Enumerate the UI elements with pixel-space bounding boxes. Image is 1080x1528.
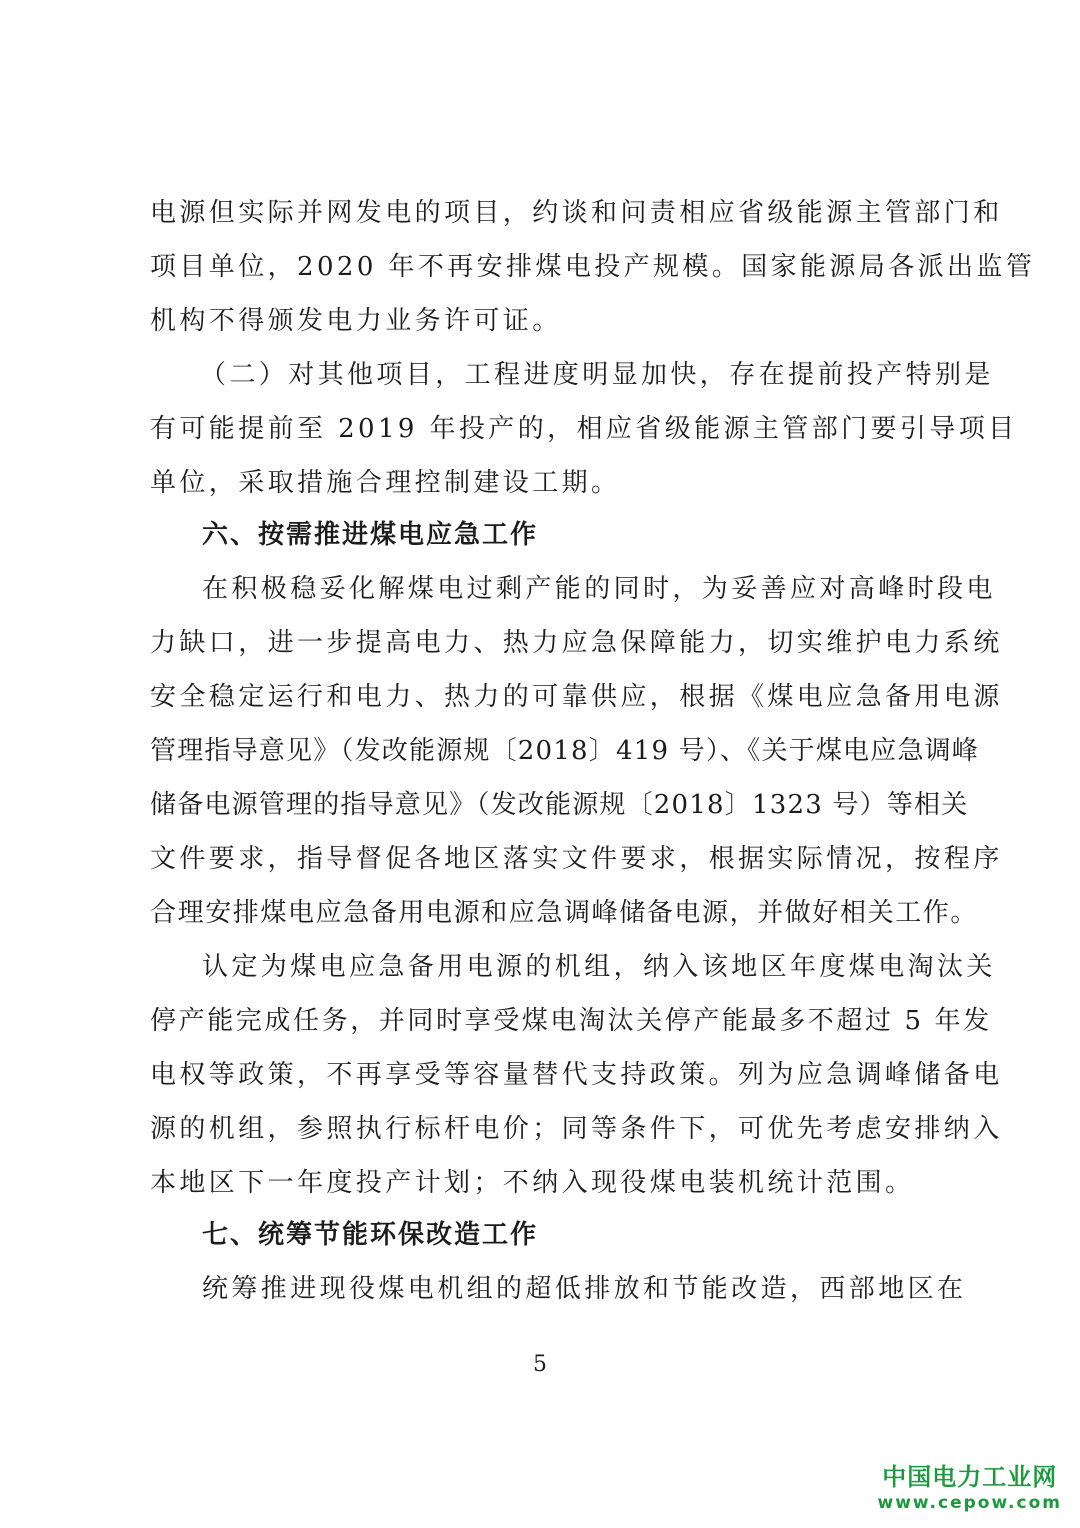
text-line: 储备电源管理的指导意见》（发改能源规〔2018〕1323 号）等相关 <box>150 790 969 820</box>
text-line: 在积极稳妥化解煤电过剩产能的同时，为妥善应对高峰时段电 <box>202 574 996 604</box>
text-line: 管理指导意见》（发改能源规〔2018〕419 号）、《关于煤电应急调峰 <box>150 736 980 766</box>
text-line: 源的机组，参照执行标杆电价；同等条件下，可优先考虑安排纳入 <box>150 1114 1003 1144</box>
text-line: 文件要求，指导督促各地区落实文件要求，根据实际情况，按程序 <box>150 844 1003 874</box>
text-line: 认定为煤电应急备用电源的机组，纳入该地区年度煤电淘汰关 <box>202 952 996 982</box>
text-line: 统筹推进现役煤电机组的超低排放和节能改造，西部地区在 <box>202 1274 967 1304</box>
page-number: 5 <box>533 1352 547 1377</box>
section-heading-7: 七、统筹节能环保改造工作 <box>202 1220 539 1250</box>
watermark-name: 中国电力工业网 <box>882 1463 1058 1491</box>
text-line: 电源但实际并网发电的项目，约谈和问责相应省级能源主管部门和 <box>150 198 1003 228</box>
text-line: 合理安排煤电应急备用电源和应急调峰储备电源，并做好相关工作。 <box>150 898 979 928</box>
text-line: 本地区下一年度投产计划；不纳入现役煤电装机统计范围。 <box>150 1168 915 1198</box>
text-line: 单位，采取措施合理控制建设工期。 <box>150 468 621 498</box>
text-line: 安全稳定运行和电力、热力的可靠供应，根据《煤电应急备用电源 <box>150 682 1003 712</box>
text-line: （二）对其他项目，工程进度明显加快，存在提前投产特别是 <box>200 360 994 390</box>
text-line: 停产能完成任务，并同时享受煤电淘汰关停产能最多不超过 5 年发 <box>150 1006 992 1036</box>
section-heading-6: 六、按需推进煤电应急工作 <box>202 520 539 550</box>
text-line: 力缺口，进一步提高电力、热力应急保障能力，切实维护电力系统 <box>150 628 1003 658</box>
text-line: 项目单位，2020 年不再安排煤电投产规模。国家能源局各派出监管 <box>150 252 1036 282</box>
watermark-logo <box>878 1462 1063 1514</box>
text-line: 电权等政策，不再享受等容量替代支持政策。列为应急调峰储备电 <box>150 1060 1003 1090</box>
text-line: 机构不得颁发电力业务许可证。 <box>150 306 562 336</box>
watermark-url: www.cepow.com <box>877 1493 1062 1513</box>
text-line: 有可能提前至 2019 年投产的，相应省级能源主管部门要引导项目 <box>150 414 1018 444</box>
